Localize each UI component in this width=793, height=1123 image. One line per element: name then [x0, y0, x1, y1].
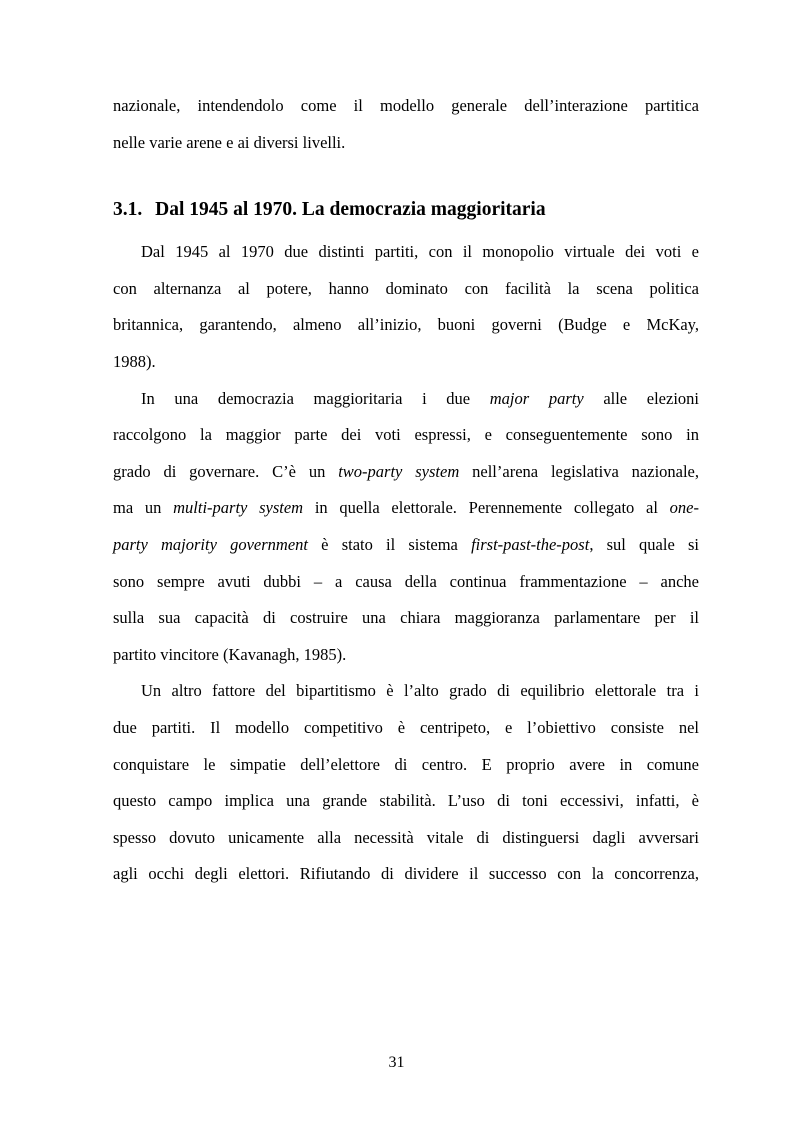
section-title: Dal 1945 al 1970. La democrazia maggioritaria [155, 199, 546, 221]
text-run: è stato il sistema [308, 534, 472, 554]
text-line [113, 564, 699, 601]
text-run: nell’arena legislativa nazionale, [459, 461, 700, 481]
text-line [113, 637, 699, 674]
text-run: ma un [113, 498, 174, 518]
text-line [113, 381, 699, 418]
text-run: britannica, garantendo, almeno all’inizio, buoni governi (Budge e McKay, [113, 315, 699, 335]
text-run: , sul quale si [589, 534, 699, 554]
text-line [113, 856, 699, 893]
text-line: nazionale, intendendolo come il modello generale dell’interazione partitica [113, 96, 699, 115]
text-run: grado di governare. C’è un [113, 461, 339, 481]
italic-term: major party [489, 388, 584, 408]
paragraph [113, 673, 699, 893]
italic-term: first-past-the-post [471, 534, 590, 554]
text-run: alle elezioni [583, 388, 700, 408]
text-line [113, 271, 699, 308]
text-run: spesso dovuto unicamente alla necessità vitale di distinguersi dagli avversari [113, 827, 699, 847]
text-run: con alternanza al potere, hanno dominato con facilità la scena politica [113, 278, 699, 298]
document-page [113, 88, 699, 893]
text-line [113, 600, 699, 637]
text-line [113, 710, 699, 747]
text-line [113, 234, 699, 271]
text-run: in quella elettorale. Perennemente collegato al [303, 498, 670, 518]
text-line: nelle varie arene e ai diversi livelli. [113, 132, 346, 152]
text-line [113, 527, 699, 564]
text-line [113, 673, 699, 710]
text-line [113, 747, 699, 784]
text-line [113, 454, 699, 491]
intro-paragraph [113, 88, 699, 161]
section-number: 3.1. [113, 199, 143, 221]
text-run: sono sempre avuti dubbi – a causa della continua frammentazione – anche [113, 571, 699, 591]
text-run: agli occhi degli elettori. Rifiutando di dividere il successo con la concorrenza, [113, 864, 699, 884]
text-run: conquistare le simpatie dell’elettore di centro. E proprio avere in comune [113, 754, 699, 774]
paragraph [113, 381, 699, 674]
text-run: Dal 1945 al 1970 due distinti partiti, con il monopolio virtuale dei voti e [141, 242, 699, 262]
text-line [113, 490, 699, 527]
text-run: due partiti. Il modello competitivo è centripeto, e l’obiettivo consiste nel [113, 717, 699, 737]
page-number: 31 [388, 1054, 405, 1071]
italic-term: party majority government [113, 534, 308, 554]
text-run: 1988). [113, 351, 156, 371]
text-line [113, 344, 699, 381]
section-heading [113, 192, 699, 228]
text-run: questo campo implica una grande stabilità. L’uso di toni eccessivi, infatti, è [113, 791, 699, 811]
paragraph [113, 234, 699, 380]
text-run: Un altro fattore del bipartitismo è l’alto grado di equilibrio elettorale tra i [141, 681, 699, 701]
text-run: In una democrazia maggioritaria i due [141, 388, 490, 408]
text-run: raccolgono la maggior parte dei voti espressi, e conseguentemente sono in [113, 425, 699, 445]
italic-term: two-party system [338, 461, 460, 481]
italic-term: multi-party system [173, 498, 304, 518]
body-text [113, 234, 699, 893]
text-run: sulla sua capacità di costruire una chiara maggioranza parlamentare per il [113, 608, 699, 628]
text-line [113, 820, 699, 857]
text-line [113, 417, 699, 454]
text-run: partito vincitore (Kavanagh, 1985). [113, 644, 347, 664]
text-line [113, 783, 699, 820]
italic-term: one- [669, 498, 699, 518]
text-line [113, 307, 699, 344]
